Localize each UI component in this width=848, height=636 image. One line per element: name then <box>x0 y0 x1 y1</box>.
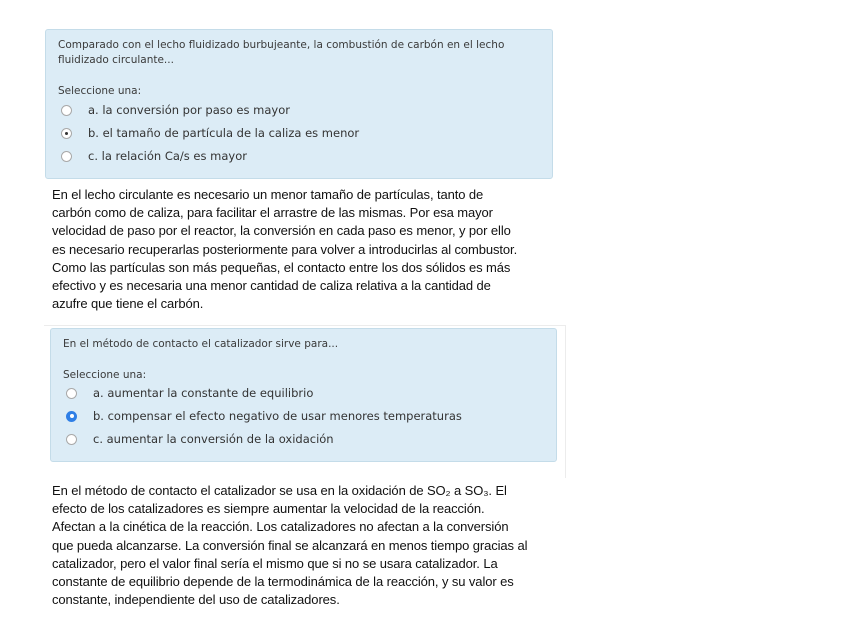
radio-button[interactable] <box>61 105 72 116</box>
option-label: b. compensar el efecto negativo de usar menores temperaturas <box>93 409 462 423</box>
explanation-line: En el lecho circulante es necesario un menor tamaño de partículas, tanto de <box>52 187 484 202</box>
radio-button[interactable] <box>61 151 72 162</box>
question-1-option-a[interactable] <box>61 102 290 118</box>
explanation-line: es necesario recuperarlas posteriormente para volver a introducirlas al combustor. <box>52 241 518 257</box>
question-1-text <box>58 38 504 68</box>
explanation-line: constante, independiente del uso de catalizadores. <box>52 592 340 608</box>
option-label: a. aumentar la constante de equilibrio <box>93 386 314 400</box>
explanation-line: carbón como de caliza, para facilitar el arrastre de las mismas. Por esa mayor <box>52 205 493 221</box>
question-1-prompt: Seleccione una: <box>58 85 142 97</box>
explanation-line: Como las partículas son más pequeñas, el contacto entre los dos sólidos es más <box>52 259 511 275</box>
explanation-line: azufre que tiene el carbón. <box>52 296 204 312</box>
question-1-text-line: Comparado con el lecho fluidizado burbujeante, la combustión de carbón en el lecho <box>58 39 505 51</box>
explanation-line: Afectan a la cinética de la reacción. Los catalizadores no afectan a la conversión <box>52 519 509 535</box>
question-1-option-c[interactable] <box>61 148 247 164</box>
radio-button[interactable] <box>66 388 77 399</box>
explanation-line: En el método de contacto el catalizador se usa en la oxidación de SO₂ a SO₃. El <box>52 483 507 498</box>
question-2-option-c[interactable] <box>66 431 334 447</box>
explanation-line: velocidad de paso por el reactor, la conversión en cada paso es menor, y por ello <box>52 223 511 239</box>
option-label: a. la conversión por paso es mayor <box>88 103 290 117</box>
explanation-line: efectivo y es necesaria una menor cantidad de caliza relativa a la cantidad de <box>52 278 491 294</box>
explanation-line: constante de equilibrio depende de la termodinámica de la reacción, y su valor es <box>52 574 514 590</box>
question-2-prompt: Seleccione una: <box>63 369 147 381</box>
question-1-card <box>45 29 553 179</box>
question-2-card <box>50 328 557 462</box>
question-1-text-line: fluidizado circulante... <box>58 54 174 66</box>
option-label: c. la relación Ca/s es mayor <box>88 149 247 163</box>
explanation-line: catalizador, pero el valor final sería el mismo que si no se usara catalizador. La <box>52 555 498 571</box>
question-2-text: En el método de contacto el catalizador sirve para... <box>63 338 339 350</box>
radio-button-selected[interactable] <box>66 411 77 422</box>
question-2-option-a[interactable] <box>66 385 313 401</box>
option-label: b. el tamaño de partícula de la caliza es menor <box>88 126 360 140</box>
radio-dot-icon <box>65 132 68 135</box>
radio-dot-icon <box>70 414 74 418</box>
explanation-line: que pueda alcanzarse. La conversión final se alcanzará en menos tiempo gracias al <box>52 537 528 553</box>
question-2-option-b[interactable] <box>66 408 462 424</box>
explanation-1 <box>52 186 562 313</box>
explanation-line: efecto de los catalizadores es siempre aumentar la velocidad de la reacción. <box>52 501 485 517</box>
explanation-2 <box>52 482 562 609</box>
question-1-option-b[interactable] <box>61 125 359 141</box>
radio-button[interactable] <box>66 434 77 445</box>
option-label: c. aumentar la conversión de la oxidación <box>93 432 334 446</box>
radio-button-selected[interactable] <box>61 128 72 139</box>
